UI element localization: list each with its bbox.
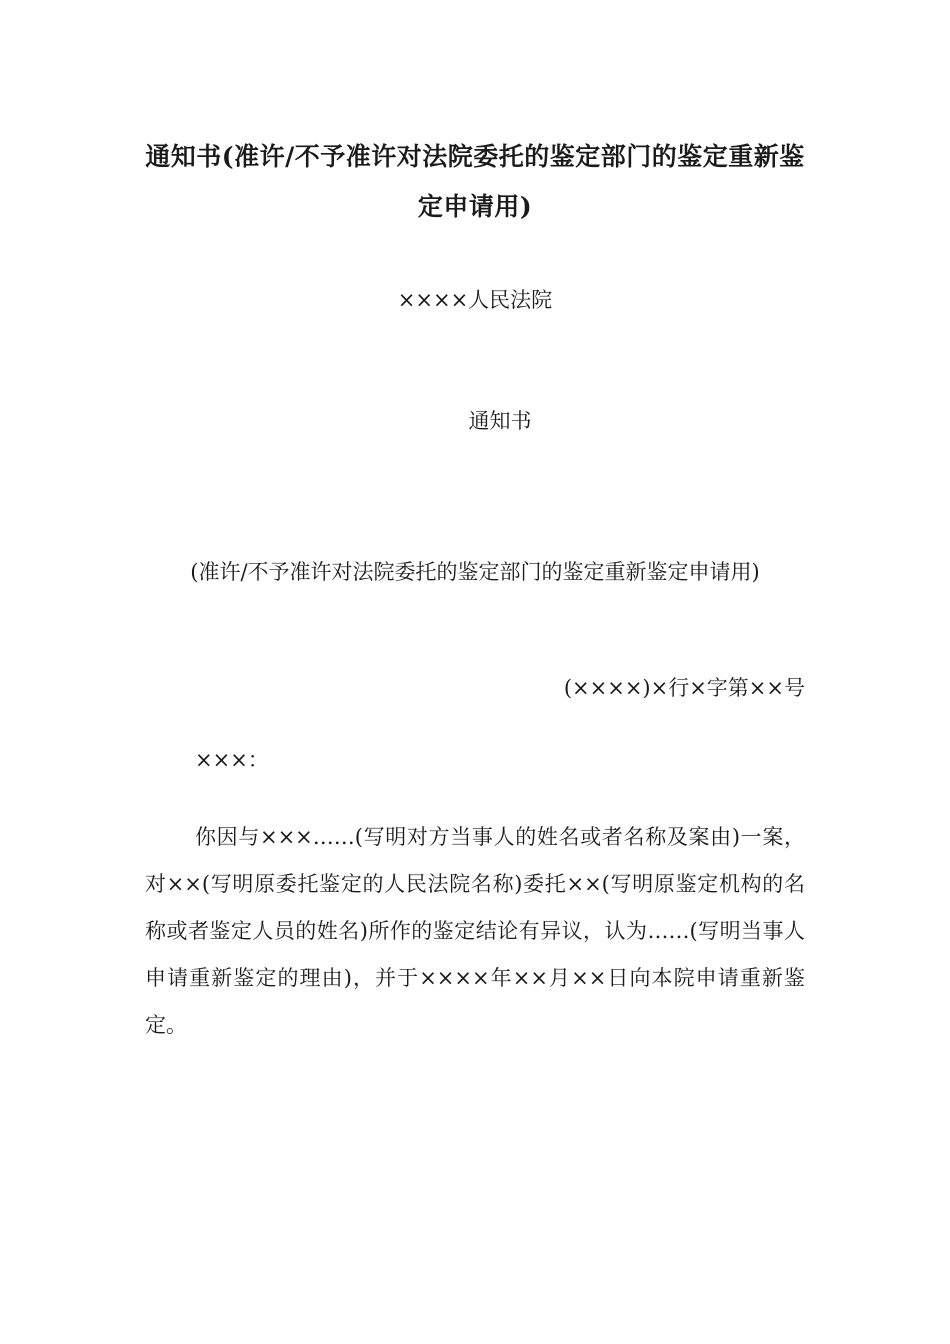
body-paragraph: 你因与×××……(写明对方当事人的姓名或者名称及案由)一案，对××(写明原委托鉴定的人民法院名称)委托××(写明原鉴定机构的名称或者鉴定人员的姓名)所作的鉴定结论有异议，认为……(写明当事人申请重新鉴定的理由)，并于××××年××月××日向本院申请重新鉴定。 bbox=[145, 825, 805, 1037]
court-name: ××××人民法院 bbox=[397, 288, 553, 312]
document-subtitle: (准许/不予准许对法院委托的鉴定部门的鉴定重新鉴定申请用) bbox=[190, 560, 760, 584]
document-title: 通知书(准许/不予准许对法院委托的鉴定部门的鉴定重新鉴定申请用) bbox=[145, 142, 805, 221]
notice-heading: 通知书 bbox=[468, 409, 532, 433]
addressee: ×××： bbox=[195, 748, 269, 772]
case-number: (××××)×行×字第××号 bbox=[563, 676, 805, 700]
